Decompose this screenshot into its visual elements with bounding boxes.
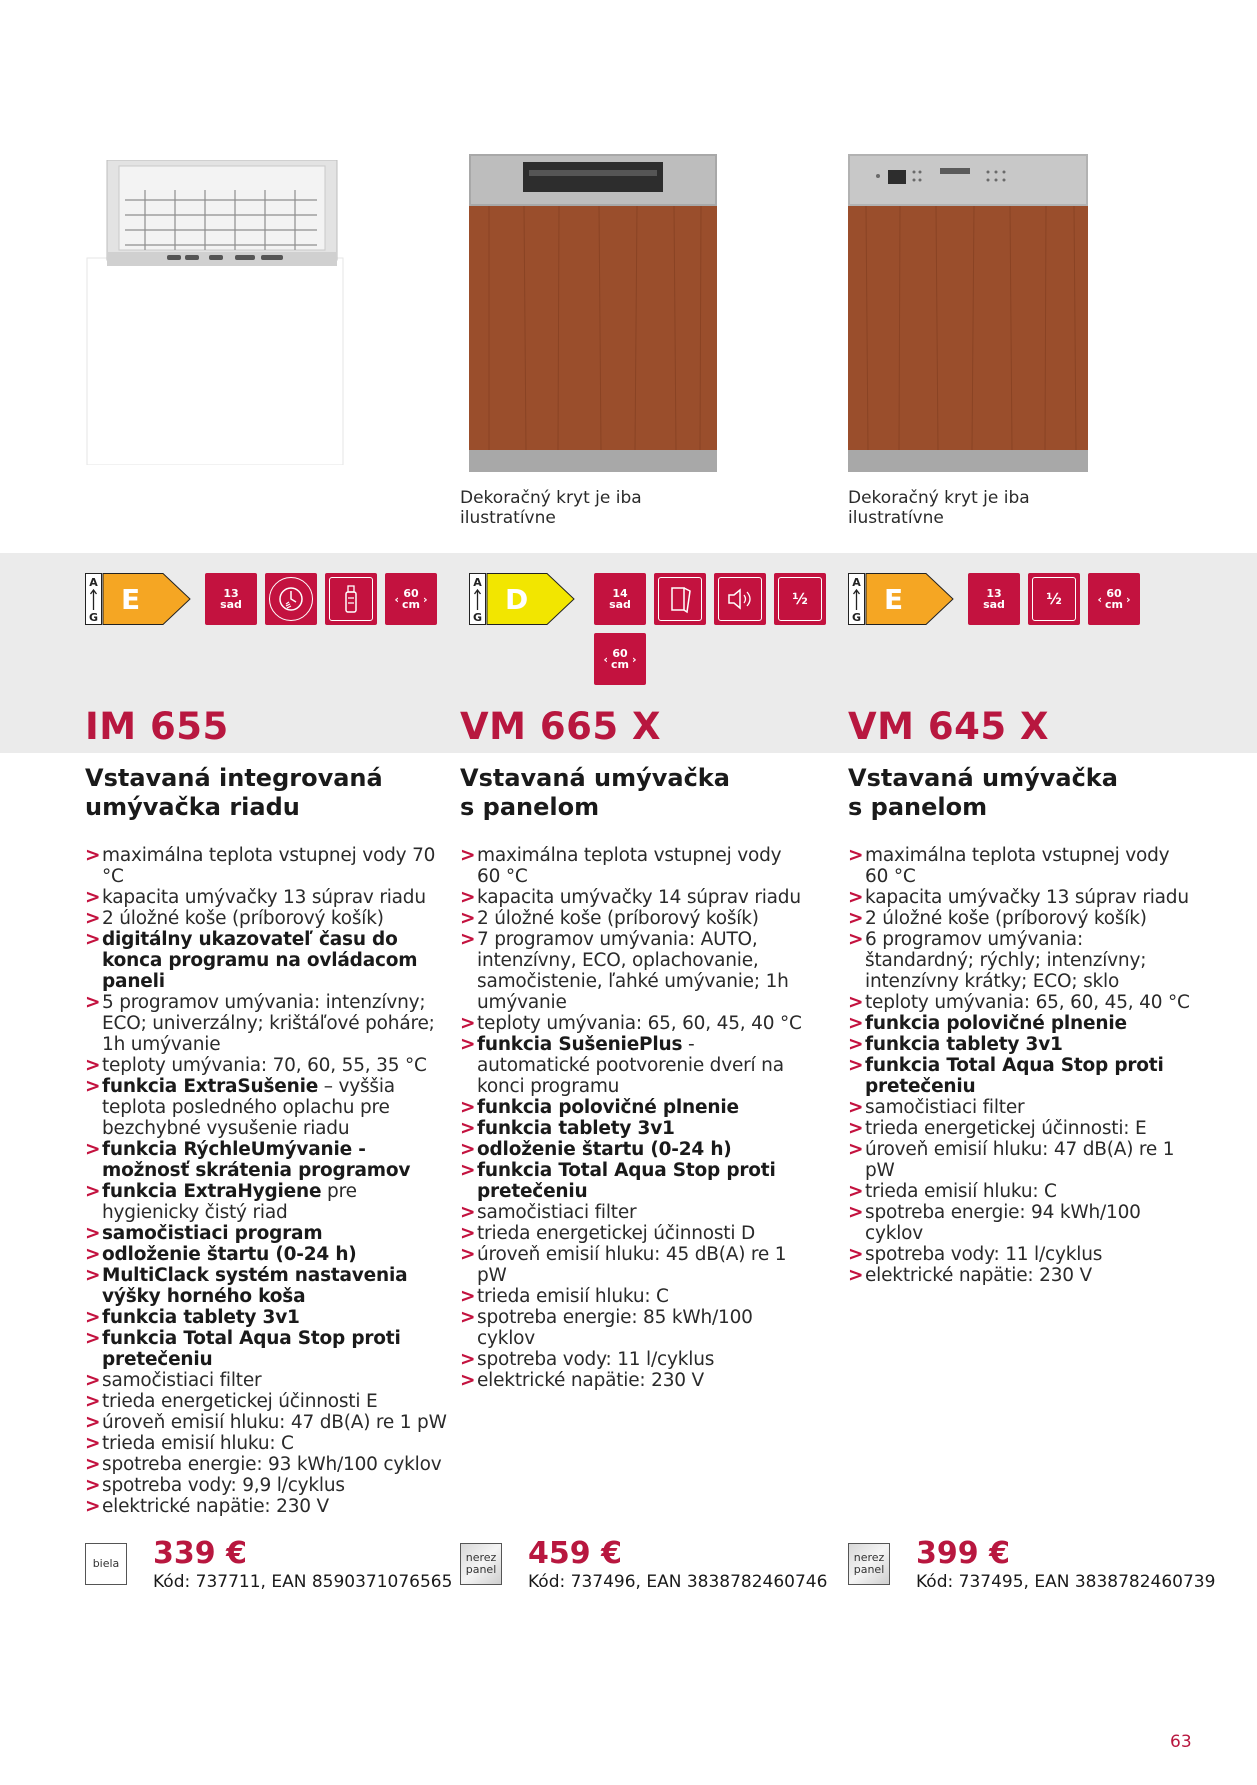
subtitle-line: umývačka riadu: [85, 793, 300, 821]
image-caption: Dekoračný kryt je iba ilustratívne: [848, 488, 1030, 528]
svg-text:G: G: [851, 611, 862, 624]
feature-item: > odloženie štartu (0-24 h): [460, 1139, 805, 1160]
badge-value: 60: [403, 587, 419, 600]
energy-label: [848, 573, 960, 625]
product-code: Kód: 737711, EAN 8590371076565: [153, 1572, 453, 1592]
feature-item: > funkcia ExtraHygiene pre hygienicky čistý riad: [85, 1181, 450, 1223]
badge-unit: sad: [220, 598, 242, 611]
feature-item: > spotreba energie: 93 kWh/100 cyklov: [85, 1454, 450, 1475]
feature-item: > odloženie štartu (0-24 h): [85, 1244, 450, 1265]
badge-place-settings: [968, 573, 1020, 625]
feature-item: > funkcia tablety 3v1: [848, 1034, 1193, 1055]
feature-item: > funkcia Total Aqua Stop proti pretečeniu: [460, 1160, 805, 1202]
energy-label: [85, 573, 197, 625]
product-image-integrated-dishwasher: [85, 160, 345, 465]
feature-item: > 2 úložné koše (príborový košík): [460, 908, 805, 929]
feature-item: > maximálna teplota vstupnej vody 60 °C: [848, 845, 1193, 887]
price: 459 €: [528, 1536, 622, 1571]
feature-item: > teploty umývania: 65, 60, 45, 40 °C: [848, 992, 1193, 1013]
feature-item: > digitálny ukazovateľ času do konca programu na ovládacom paneli: [85, 929, 450, 992]
product-code: Kód: 737495, EAN 3838782460739: [916, 1572, 1216, 1592]
feature-item: > spotreba energie: 85 kWh/100 cyklov: [460, 1307, 805, 1349]
badge-value: 60: [612, 647, 628, 660]
product-image-panel-dishwasher: [848, 154, 1088, 472]
badge-unit: cm: [402, 598, 420, 611]
subtitle-line: Vstavaná umývačka: [460, 764, 730, 792]
feature-item: > 5 programov umývania: intenzívny; ECO; univerzálny; krištáľové poháre; 1h umývanie: [85, 992, 450, 1055]
color-swatch: nerez panel: [460, 1543, 502, 1585]
half-load-icon: [774, 573, 826, 625]
badge-unit: sad: [609, 598, 631, 611]
feature-item: > kapacita umývačky 14 súprav riadu: [460, 887, 805, 908]
width-60cm-icon: ‹ 60 cm ›: [385, 573, 437, 625]
feature-item: > maximálna teplota vstupnej vody 60 °C: [460, 845, 805, 887]
feature-item: > spotreba vody: 9,9 l/cyklus: [85, 1475, 450, 1496]
feature-item: > kapacita umývačky 13 súprav riadu: [848, 887, 1193, 908]
svg-text:G: G: [88, 611, 99, 624]
page-number: 63: [1170, 1732, 1192, 1752]
feature-item: > kapacita umývačky 13 súprav riadu: [85, 887, 450, 908]
feature-item: > spotreba energie: 94 kWh/100 cyklov: [848, 1202, 1193, 1244]
badge-value: ½: [1046, 589, 1062, 608]
width-60cm-icon: ‹ 60 cm ›: [1088, 573, 1140, 625]
feature-item: > elektrické napätie: 230 V: [460, 1370, 805, 1391]
product-column-im655: [85, 0, 465, 1785]
subtitle-line: Vstavaná umývačka: [848, 764, 1118, 792]
feature-item: > samočistiaci filter: [460, 1202, 805, 1223]
feature-item: > samočistiaci program: [85, 1223, 450, 1244]
hygiene-bottle-icon: [325, 573, 377, 625]
feature-item: > teploty umývania: 70, 60, 55, 35 °C: [85, 1055, 450, 1076]
feature-item: > funkcia tablety 3v1: [460, 1118, 805, 1139]
color-swatch: nerez panel: [848, 1543, 890, 1585]
feature-item: > funkcia ExtraSušenie – vyššia teplota posledného oplachu pre bezchybné vysušenie riadu: [85, 1076, 450, 1139]
energy-class: D: [505, 583, 529, 616]
badge-value: 13: [986, 587, 1002, 600]
feature-icons: [460, 573, 840, 693]
feature-item: > funkcia Total Aqua Stop proti pretečeniu: [848, 1055, 1193, 1097]
feature-item: > funkcia SušeniePlus - automatické pootvorenie dverí na konci programu: [460, 1034, 805, 1097]
badge-unit: cm: [611, 658, 629, 671]
feature-item: > 2 úložné koše (príborový košík): [848, 908, 1193, 929]
feature-item: > trieda emisií hluku: C: [848, 1181, 1193, 1202]
price: 399 €: [916, 1536, 1010, 1571]
feature-item: > trieda emisií hluku: C: [460, 1286, 805, 1307]
feature-item: > spotreba vody: 11 l/cyklus: [848, 1244, 1193, 1265]
feature-item: > samočistiaci filter: [848, 1097, 1193, 1118]
feature-item: > MultiClack systém nastavenia výšky horného koša: [85, 1265, 450, 1307]
feature-item: > funkcia polovičné plnenie: [460, 1097, 805, 1118]
product-subtitle: [460, 764, 820, 822]
product-image-panel-dishwasher: [469, 154, 717, 472]
feature-item: > trieda energetickej účinnosti D: [460, 1223, 805, 1244]
badge-unit: sad: [983, 598, 1005, 611]
image-caption: Dekoračný kryt je iba ilustratívne: [460, 488, 642, 528]
energy-class: E: [884, 583, 904, 616]
svg-text:G: G: [472, 611, 483, 624]
feature-item: > funkcia Total Aqua Stop proti pretečeniu: [85, 1328, 450, 1370]
door-open-icon: [654, 573, 706, 625]
sound-icon: [714, 573, 766, 625]
feature-item: > 2 úložné koše (príborový košík): [85, 908, 450, 929]
model-name: VM 665 X: [460, 705, 661, 748]
svg-text:A: A: [89, 576, 98, 589]
feature-list: [460, 845, 805, 1391]
model-name: IM 655: [85, 705, 229, 748]
feature-item: > teploty umývania: 65, 60, 45, 40 °C: [460, 1013, 805, 1034]
feature-item: > trieda energetickej účinnosti E: [85, 1391, 450, 1412]
feature-item: > spotreba vody: 11 l/cyklus: [460, 1349, 805, 1370]
feature-item: > 6 programov umývania: štandardný; rýchly; intenzívny; intenzívny krátky; ECO; sklo: [848, 929, 1193, 992]
svg-text:A: A: [852, 576, 861, 589]
product-subtitle: [85, 764, 445, 822]
product-subtitle: [848, 764, 1208, 822]
badge-value: 13: [223, 587, 239, 600]
product-column-vm645x: [848, 0, 1228, 1785]
energy-label: [469, 573, 581, 625]
feature-item: > elektrické napätie: 230 V: [848, 1265, 1193, 1286]
quick-wash-icon: [265, 573, 317, 625]
product-code: Kód: 737496, EAN 3838782460746: [528, 1572, 828, 1592]
feature-item: > 7 programov umývania: AUTO, intenzívny, ECO, oplachovanie, samočistenie, ľahké umývanie; 1h umývanie: [460, 929, 805, 1013]
feature-item: > funkcia tablety 3v1: [85, 1307, 450, 1328]
width-60cm-icon: ‹ 60 cm ›: [594, 633, 646, 685]
feature-item: > funkcia RýchleUmývanie - možnosť skrátenia programov: [85, 1139, 450, 1181]
product-column-vm665x: [460, 0, 840, 1785]
feature-list: [85, 845, 450, 1517]
subtitle-line: s panelom: [848, 793, 988, 821]
feature-item: > maximálna teplota vstupnej vody 70 °C: [85, 845, 450, 887]
feature-item: > samočistiaci filter: [85, 1370, 450, 1391]
color-swatch: biela: [85, 1543, 127, 1585]
price: 339 €: [153, 1536, 247, 1571]
feature-item: > úroveň emisií hluku: 45 dB(A) re 1 pW: [460, 1244, 805, 1286]
svg-text:A: A: [473, 576, 482, 589]
feature-item: > trieda energetickej účinnosti: E: [848, 1118, 1193, 1139]
feature-item: > úroveň emisií hluku: 47 dB(A) re 1 pW: [85, 1412, 450, 1433]
feature-item: > elektrické napätie: 230 V: [85, 1496, 450, 1517]
model-name: VM 645 X: [848, 705, 1049, 748]
energy-class: E: [121, 583, 141, 616]
feature-item: > funkcia polovičné plnenie: [848, 1013, 1193, 1034]
subtitle-line: Vstavaná integrovaná: [85, 764, 383, 792]
feature-icons: [848, 573, 1228, 693]
feature-icons: [85, 573, 465, 693]
badge-unit: cm: [1105, 598, 1123, 611]
feature-list: [848, 845, 1193, 1286]
badge-value: ½: [792, 589, 808, 608]
badge-value: 14: [612, 587, 628, 600]
feature-item: > trieda emisií hluku: C: [85, 1433, 450, 1454]
subtitle-line: s panelom: [460, 793, 600, 821]
badge-place-settings: [594, 573, 646, 625]
half-load-icon: [1028, 573, 1080, 625]
feature-item: > úroveň emisií hluku: 47 dB(A) re 1 pW: [848, 1139, 1193, 1181]
badge-place-settings: [205, 573, 257, 625]
badge-value: 60: [1106, 587, 1122, 600]
